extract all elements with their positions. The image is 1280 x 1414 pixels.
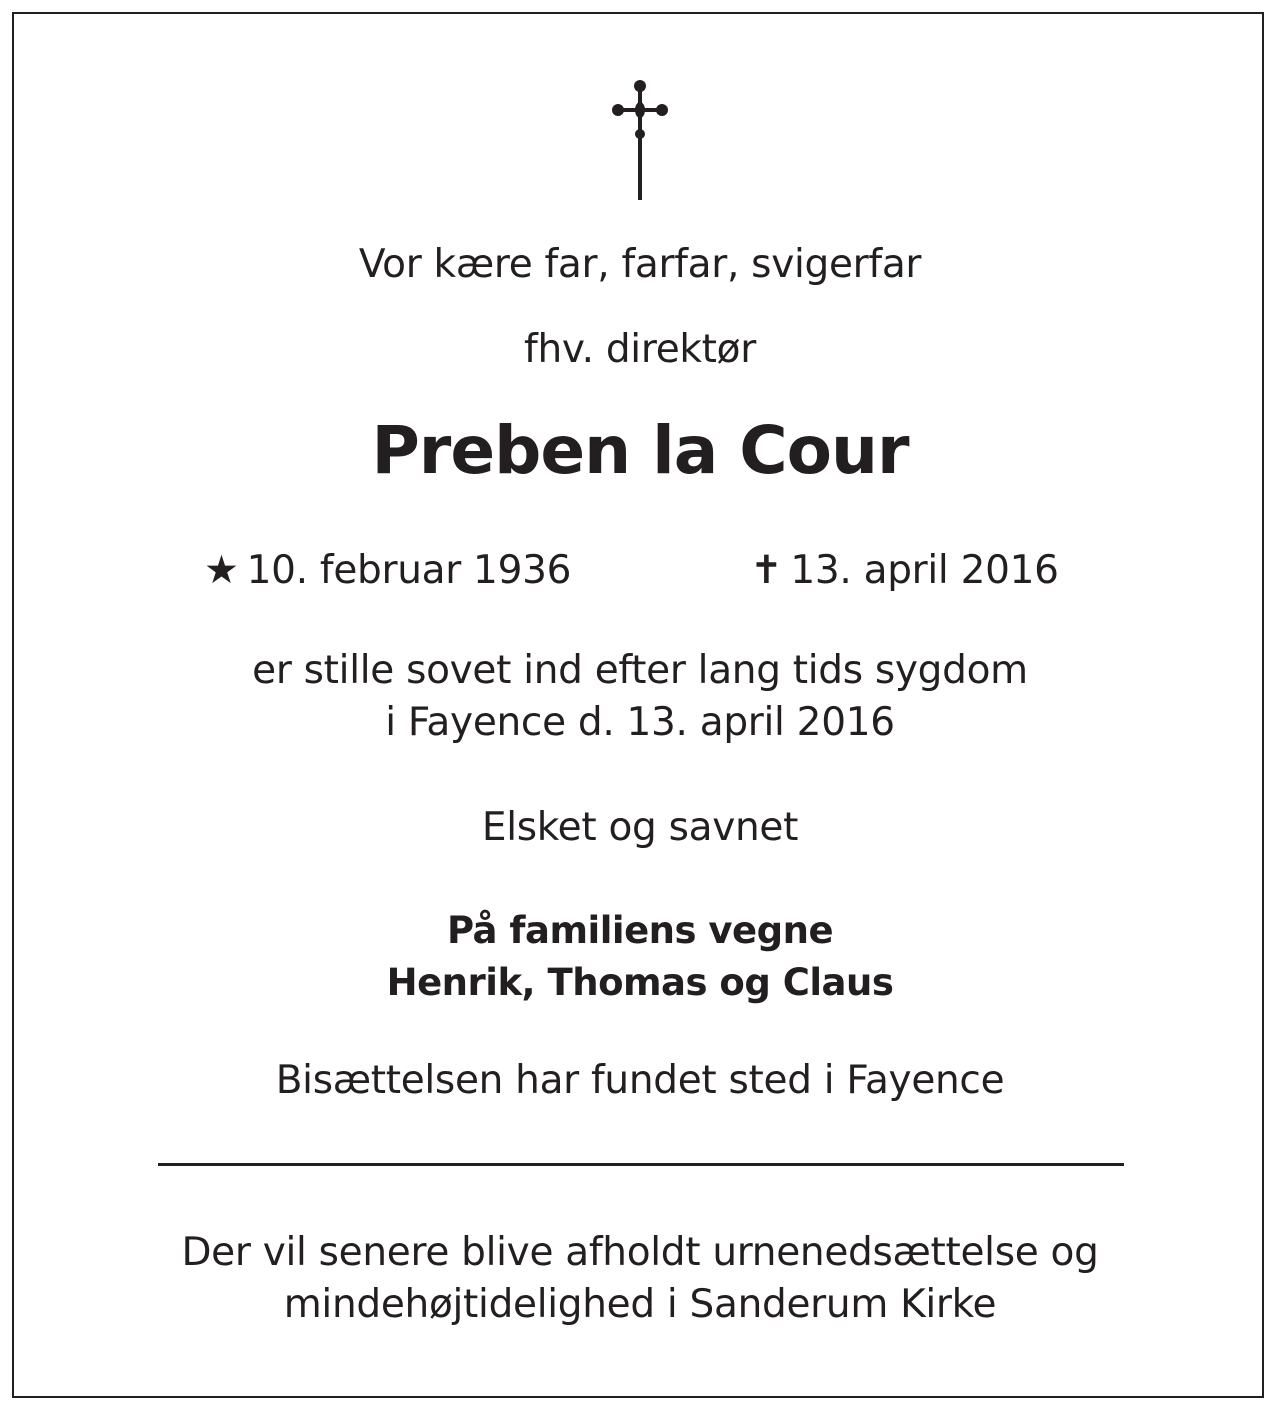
title-line: fhv. direktør xyxy=(524,327,756,372)
passing-line-1: er stille sovet ind efter lang tids sygdom xyxy=(252,648,1028,693)
family-line-1: På familiens vegne xyxy=(446,909,834,952)
footer-line-1: Der vil senere blive afholdt urnenedsættelse og xyxy=(181,1230,1099,1275)
farewell-line: Elsket og savnet xyxy=(481,805,799,850)
birth-date xyxy=(204,548,571,593)
cross-icon xyxy=(611,78,669,202)
intro-line: Vor kære far, farfar, svigerfar xyxy=(358,242,922,287)
death-date-text: 13. april 2016 xyxy=(790,548,1059,593)
funeral-line: Bisættelsen har fundet sted i Fayence xyxy=(275,1058,1005,1103)
cross-icon: ✝ xyxy=(750,548,783,593)
divider xyxy=(158,1163,1124,1166)
death-date xyxy=(750,548,1059,593)
footer-line-2: mindehøjtidelighed i Sanderum Kirke xyxy=(283,1282,997,1327)
star-icon: ★ xyxy=(204,548,239,593)
family-line-2: Henrik, Thomas og Claus xyxy=(386,961,894,1004)
deceased-name: Preben la Cour xyxy=(371,412,909,489)
passing-line-2: i Fayence d. 13. april 2016 xyxy=(385,700,895,745)
birth-date-text: 10. februar 1936 xyxy=(246,548,572,593)
